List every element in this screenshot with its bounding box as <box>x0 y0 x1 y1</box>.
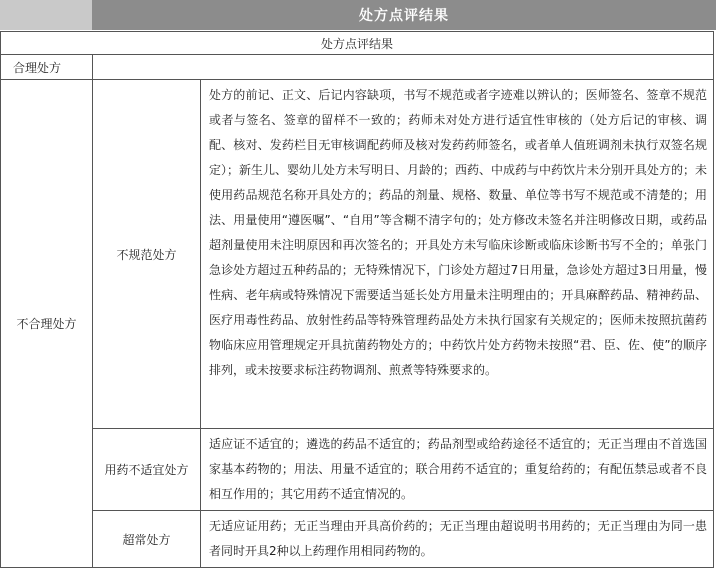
table-caption: 处方点评结果 <box>1 32 714 55</box>
subcategory-desc-inappropriate: 适应证不适宜的；遴选的药品不适宜的；药品剂型或给药途径不适宜的；无正当理由不首选国家基本药物的；用法、用量不适宜的；联合用药不适宜的；重复给药的；有配伍禁忌或者不良相互作用的；其它用药不适宜情况的。 <box>201 429 714 511</box>
reasonable-label: 合理处方 <box>1 55 93 80</box>
table-row-inappropriate <box>1 429 714 511</box>
subcategory-desc-nonstandard: 处方的前记、正文、后记内容缺项，书写不规范或者字迹难以辨认的；医师签名、签章不规范或者与签名、签章的留样不一致的；药师未对处方进行适宜性审核的（处方后记的审核、调配、核对、发药栏目无审核调配药师及核对发药药师签名，或者单人值班调剂未执行双签名规定）；新生儿、婴幼儿处方未写明日、月龄的；西药、中成药与中药饮片未分别开具处方的；未使用药品规范名称开具处方的；药品的剂量、规格、数量、单位等书写不规范或不清楚的；用法、用量使用“遵医嘱”、“自用”等含糊不清字句的；处方修改未签名并注明修改日期，或药品超剂量使用未注明原因和再次签名的；开具处方未写临床诊断或临床诊断书写不全的；单张门急诊处方超过五种药品的；无特殊情况下，门诊处方超过7日用量，急诊处方超过3日用量，慢性病、老年病或特殊情况下需要适当延长处方用量未注明理由的；开具麻醉药品、精神药品、医疗用毒性药品、放射性药品等特殊管理药品处方未执行国家有关规定的；医师未按照抗菌药物临床应用管理规定开具抗菌药物处方的；中药饮片处方药物未按照“君、臣、佐、使”的顺序排列，或未按要求标注药物调剂、煎煮等特殊要求的。 <box>201 80 714 429</box>
header-left-block <box>0 0 92 30</box>
table-row-reasonable <box>1 55 714 80</box>
table-row-abnormal <box>1 511 714 568</box>
evaluation-table <box>0 31 714 568</box>
table-row-nonstandard <box>1 80 714 429</box>
header-bar <box>0 0 716 30</box>
header-title: 处方点评结果 <box>359 8 449 24</box>
reasonable-empty-cell <box>93 55 714 80</box>
subcategory-label-nonstandard: 不规范处方 <box>93 80 201 429</box>
subcategory-label-abnormal: 超常处方 <box>93 511 201 568</box>
subcategory-label-inappropriate: 用药不适宜处方 <box>93 429 201 511</box>
header-title-block <box>92 0 716 30</box>
unreasonable-label: 不合理处方 <box>1 80 93 568</box>
table-caption-row <box>1 32 714 55</box>
subcategory-desc-abnormal: 无适应证用药；无正当理由开具高价药的；无正当理由超说明书用药的；无正当理由为同一患者同时开具2种以上药理作用相同药物的。 <box>201 511 714 568</box>
